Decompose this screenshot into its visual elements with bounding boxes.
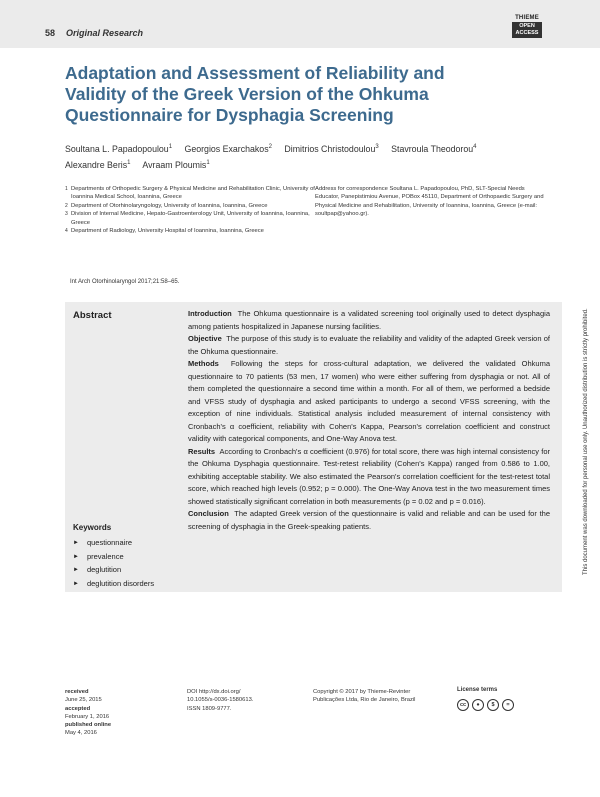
affiliations <box>65 185 315 235</box>
thieme-open-access-logo <box>512 15 542 38</box>
logo-open-access <box>512 22 542 38</box>
author: Dimitrios Christodoulou$^3$ <box>284 143 379 154</box>
by-icon: ● <box>472 699 484 711</box>
abstract-section-methods: Methods Following the steps for cross-cultural adaptation, we delivered the validated Ohkuma questionnaire to 70 patients (53 men, 17 women) who were either suffering from dysphagia or not. All of them completed the questionnaire a second time within a month. For all of them, we performed a bedside and VFSS study of dysphagia and asked participants to undergo a second VFSS screening, with the exception of nine individuals. Statistical analysis included measurement of internal consistency with Cronbach's α coefficient, reliability with Cohen's Kappa, Pearson's correlation coefficient and construct validity with categorical components, and One-Way Anova test. <box>188 359 550 443</box>
author: Avraam Ploumis$^1$ <box>142 159 210 170</box>
affiliation-item: 3 Division of Internal Medicine, Hepato-Gastroenterology Unit, University of Ioannina, Ioannina, Greece <box>65 211 310 226</box>
keyword-item: ► prevalence <box>73 551 154 565</box>
keywords-list <box>73 537 154 591</box>
author: Georgios Exarchakos$^2$ <box>184 143 272 154</box>
author: Soultana L. Papadopoulou$^1$ <box>65 143 173 154</box>
nd-icon: = <box>502 699 514 711</box>
download-notice: This document was downloaded for personal use only. Unauthorized distribution is strictly prohibited. <box>583 308 589 575</box>
keyword-item: ► deglutition disorders <box>73 578 154 592</box>
page-number: 58 <box>45 28 56 38</box>
article-title: Adaptation and Assessment of Reliability and Validity of the Greek Version of the Ohkuma Questionnaire for Dysphagia Screening <box>65 63 445 125</box>
page-header <box>0 0 600 48</box>
keyword-item: ► questionnaire <box>73 537 154 551</box>
author: Stavroula Theodorou$^4$ <box>391 143 477 154</box>
affiliation-item: 2 Department of Otorhinolaryngology, University of Ioannina, Ioannina, Greece <box>65 202 268 209</box>
abstract-heading: Abstract <box>73 310 112 321</box>
author: Alexandre Beris$^1$ <box>65 159 131 170</box>
correspondence-label: Address for correspondence <box>315 186 388 192</box>
logo-thieme: THIEME <box>515 15 539 21</box>
correspondence-address <box>315 185 550 219</box>
abstract-section-results: Results According to Cronbach's α coefficient (0.976) for total score, there was high internal consistency for the Ohkuma Dysphagia questionnaire. Test-retest reliability (Cohen's Kappa) ranged from 0.586 to 1.00, exhibiting acceptable stability. We also estimated the Pearson's correlation coefficient for the test-retest total score, which reached high levels (0.952; p = 0.000). The One-Way Anova test in the two measurement times showed statistically significant correlation in both measurements (p = 0.02 and p = 0.016). <box>188 446 550 506</box>
abstract-body <box>188 308 550 533</box>
affiliation-item: 1 Departments of Orthopedic Surgery & Physical Medicine and Rehabilitation Clinic, University of Ioannina Medical School, Ioannina, Greece <box>65 186 315 201</box>
abstract-section-conclusion: Conclusion The adapted Greek version of the questionnaire is valid and reliable and can be used for the screening of dysphagia in the Greek-speaking patients. <box>188 509 550 531</box>
affiliation-item: 4 Department of Radiology, University Hospital of Ioannina, Ioannina, Greece <box>65 228 264 235</box>
logo-access: ACCESS <box>515 30 539 36</box>
correspondence-text: Soultana L. Papadopoulou, PhD, SLT-Special Needs Educator, Panepistimiou Avenue, POBox 45110, Department of Orthopaedic Surgery and Physical Medicine and Rehabilitation, University of Ioannina, Ioannina, Greece (e-mail: soultpap@yahoo.gr). <box>315 186 544 218</box>
keywords-heading: Keywords <box>73 523 112 532</box>
author-list <box>65 140 545 172</box>
doi-link[interactable]: http://dx.doi.org/ <box>198 689 241 695</box>
citation: Int Arch Otorhinolaryngol 2017;21:58–65. <box>70 279 180 285</box>
nc-icon: $ <box>487 699 499 711</box>
keyword-item: ► deglutition <box>73 564 154 578</box>
abstract-section-objective: Objective The purpose of this study is to evaluate the reliability and validity of the adapted Greek version of the Ohkuma questionnaire. <box>188 334 550 356</box>
doi-info: DOI http://dx.doi.org/ 10.1055/s-0036-1580613. ISSN 1809-9777. <box>187 689 254 712</box>
section-label: Original Research <box>66 28 144 38</box>
license-label[interactable]: License terms <box>457 687 498 693</box>
license-terms <box>457 686 517 711</box>
cc-icon: cc <box>457 699 469 711</box>
logo-open: OPEN <box>519 23 535 29</box>
license-icons <box>457 699 517 711</box>
abstract-section-introduction: Introduction The Ohkuma questionnaire is a validated screening tool originally used to detect dysphagia among patients hospitalized in Japanese nursing facilities. <box>188 309 550 331</box>
article-dates: received June 25, 2015 accepted February 1, 2016 published online May 4, 2016 <box>65 689 112 737</box>
copyright-info: Copyright © 2017 by Thieme-Revinter Publicações Ltda, Rio de Janeiro, Brazil <box>313 689 416 704</box>
